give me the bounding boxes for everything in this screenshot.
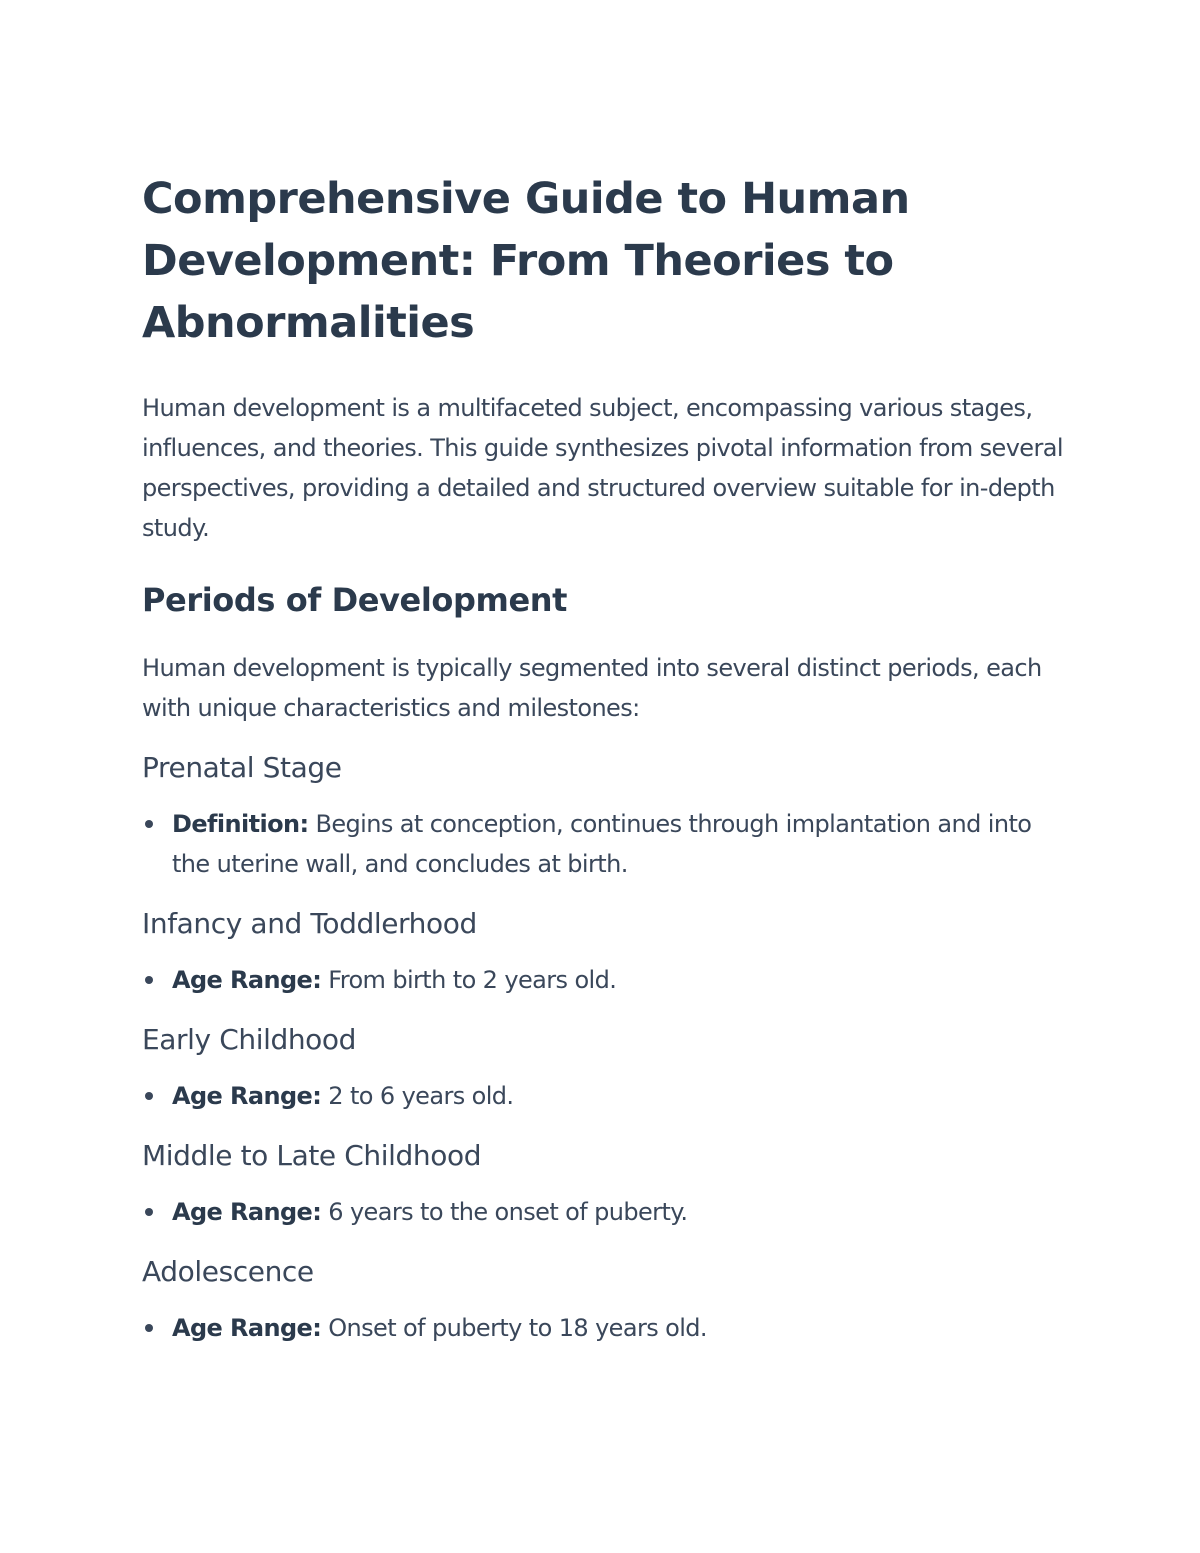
bullet-icon bbox=[145, 1208, 153, 1216]
stage-heading: Middle to Late Childhood bbox=[142, 1139, 482, 1172]
stage-list bbox=[142, 1076, 1072, 1116]
stage-list bbox=[142, 1308, 1072, 1348]
stage-adolescence bbox=[142, 1244, 1072, 1348]
stage-infancy bbox=[142, 896, 1072, 1000]
list-item bbox=[142, 804, 1072, 884]
stage-list bbox=[142, 1192, 1072, 1232]
bullet-icon bbox=[145, 820, 153, 828]
item-label: Age Range: bbox=[172, 1198, 322, 1226]
item-text: From birth to 2 years old. bbox=[321, 966, 617, 994]
bullet-icon bbox=[145, 1092, 153, 1100]
stage-list bbox=[142, 804, 1072, 884]
periods-lead-paragraph: Human development is typically segmented into several distinct periods, each with unique characteristics and milestones: bbox=[142, 654, 1042, 722]
bullet-icon bbox=[145, 976, 153, 984]
item-text: 2 to 6 years old. bbox=[321, 1082, 514, 1110]
item-text: Onset of puberty to 18 years old. bbox=[321, 1314, 707, 1342]
list-item bbox=[142, 1076, 1072, 1116]
stage-middle-late-childhood bbox=[142, 1128, 1072, 1232]
stage-early-childhood bbox=[142, 1012, 1072, 1116]
stage-prenatal bbox=[142, 740, 1072, 884]
stage-heading: Prenatal Stage bbox=[142, 751, 342, 784]
document-page bbox=[142, 168, 1072, 1348]
stage-heading: Infancy and Toddlerhood bbox=[142, 907, 477, 940]
item-text: 6 years to the onset of puberty. bbox=[321, 1198, 688, 1226]
item-text: Begins at conception, continues through implantation and into the uterine wall, and concludes at birth. bbox=[172, 810, 1032, 878]
list-item bbox=[142, 960, 1072, 1000]
item-label: Definition: bbox=[172, 810, 309, 838]
stage-heading: Adolescence bbox=[142, 1255, 314, 1288]
stage-list bbox=[142, 960, 1072, 1000]
stage-heading: Early Childhood bbox=[142, 1023, 357, 1056]
item-label: Age Range: bbox=[172, 1082, 322, 1110]
list-item bbox=[142, 1308, 1072, 1348]
item-label: Age Range: bbox=[172, 966, 322, 994]
section-heading-periods: Periods of Development bbox=[142, 581, 568, 619]
item-label: Age Range: bbox=[172, 1314, 322, 1342]
intro-paragraph: Human development is a multifaceted subject, encompassing various stages, influences, and theories. This guide synthesizes pivotal information from several perspectives, providing a detailed and structured overview suitable for in-depth study. bbox=[142, 394, 1063, 542]
bullet-icon bbox=[145, 1324, 153, 1332]
list-item bbox=[142, 1192, 1072, 1232]
page-title: Comprehensive Guide to Human Development: From Theories to Abnormalities bbox=[142, 174, 910, 348]
